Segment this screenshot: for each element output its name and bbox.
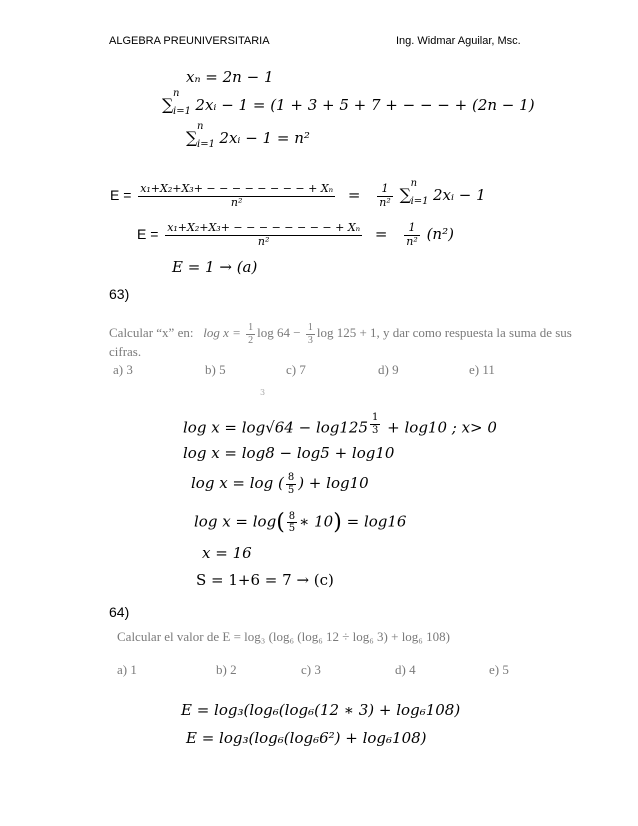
problem-63-option-b: b) 5 [205, 362, 226, 377]
problem-64-question: Calcular el valor de E = log₃ (log₆ (log₆ 12 ÷ log₆ 3) + log₆ 108) [117, 629, 450, 644]
fraction-e1: $\frac{\text{x₁+X₂+X₃+ − − − − − − − − + Xₙ}}{\text{n²}}$ [140, 182, 334, 209]
sum-expansion-rhs: 2xᵢ − 1 = (1 + 3 + 5 + 7 + − − − + (2n − 1) [195, 96, 535, 114]
problem-63-question: Calcular “x” en: log x = $\frac{1}{2}$ log 64 − $\frac{1}{3}$ log 125 + 1, y dar como respuesta la suma de sus [109, 322, 572, 346]
solution-63-step2: log x = log8 − log5 + log10 [183, 444, 395, 462]
equation-e1 [110, 178, 486, 209]
sum-symbol: ∑ n i=1 [399, 178, 429, 208]
problem-64-option-c: c) 3 [301, 662, 321, 677]
fraction-half: $\frac{1}{2}$ [248, 322, 254, 346]
solution-63-step5: x = 16 [202, 544, 252, 562]
fraction-eight-fifths: $\frac{8}{5}$ [288, 510, 296, 534]
e1-tail: 2xᵢ − 1 [432, 186, 486, 205]
sum-symbol: ∑ n i=1 [162, 88, 191, 117]
e-label: E = [110, 187, 132, 204]
fraction-eight-fifths: $\frac{8}{5}$ [287, 472, 295, 496]
solution-63-answer: S = 1+6 = 7 → (c) [196, 571, 334, 589]
problem-64-option-b: b) 2 [216, 662, 237, 677]
fraction-third: $\frac{1}{3}$ [307, 322, 313, 346]
fraction-one-over-n2: $\frac{1}{\text{n²}}$ [406, 221, 418, 248]
problem-63-option-c: c) 7 [286, 362, 306, 377]
equals-sign: = [347, 186, 361, 205]
problem-64-label: 64) [109, 604, 130, 620]
fraction-one-over-n2: $\frac{1}{\text{n²}}$ [379, 182, 391, 209]
equation-sum-expansion [162, 88, 535, 117]
solution-63-step3: log x = log ( $\frac{8}{5}$ ) + log10 [191, 472, 369, 496]
stray-mark: 3 [260, 388, 266, 397]
problem-64-option-a: a) 1 [117, 662, 137, 677]
document-header-right: Ing. Widmar Aguilar, Msc. [396, 35, 521, 47]
equals-sign: = [374, 225, 388, 244]
e-label: E = [137, 226, 159, 243]
solution-63-step4: log x = log( $\frac{8}{5}$ ∗ 10) = log16 [194, 510, 407, 535]
problem-63-label: 63) [109, 286, 130, 302]
document-header-left: ALGEBRA PREUNIVERSITARIA [109, 35, 270, 47]
fraction-e2: $\frac{\text{x₁+X₂+X₃+ − − − − − − − − + Xₙ}}{\text{n²}}$ [167, 221, 361, 248]
solution-64-step2: E = log₃(log₆(log₆6²) + log₆108) [186, 729, 427, 747]
e2-tail: (n²) [426, 225, 454, 244]
problem-64-option-d: d) 4 [395, 662, 416, 677]
solution-64-step1: E = log₃(log₆(log₆(12 ∗ 3) + log₆108) [181, 701, 461, 719]
problem-64-option-e: e) 5 [489, 662, 509, 677]
solution-63-step1: log x = log√64 − log125 $^{\frac{1}{3}}$ + log10 ; x> 0 [183, 412, 497, 437]
problem-63-option-a: a) 3 [113, 362, 133, 377]
equation-sum-result [186, 121, 310, 150]
sum-symbol: ∑ n i=1 [186, 121, 215, 150]
equation-xn: xₙ = 2n − 1 [186, 68, 274, 86]
exponent-one-third: 1 3 [372, 412, 379, 436]
equation-e2 [137, 222, 454, 248]
equation-e-result: E = 1 → (a) [172, 258, 258, 276]
sum-result-rhs: 2xᵢ − 1 = n² [219, 129, 310, 147]
problem-63-question-line2: cifras. [109, 344, 142, 359]
problem-63-option-d: d) 9 [378, 362, 399, 377]
problem-63-option-e: e) 11 [469, 362, 495, 377]
